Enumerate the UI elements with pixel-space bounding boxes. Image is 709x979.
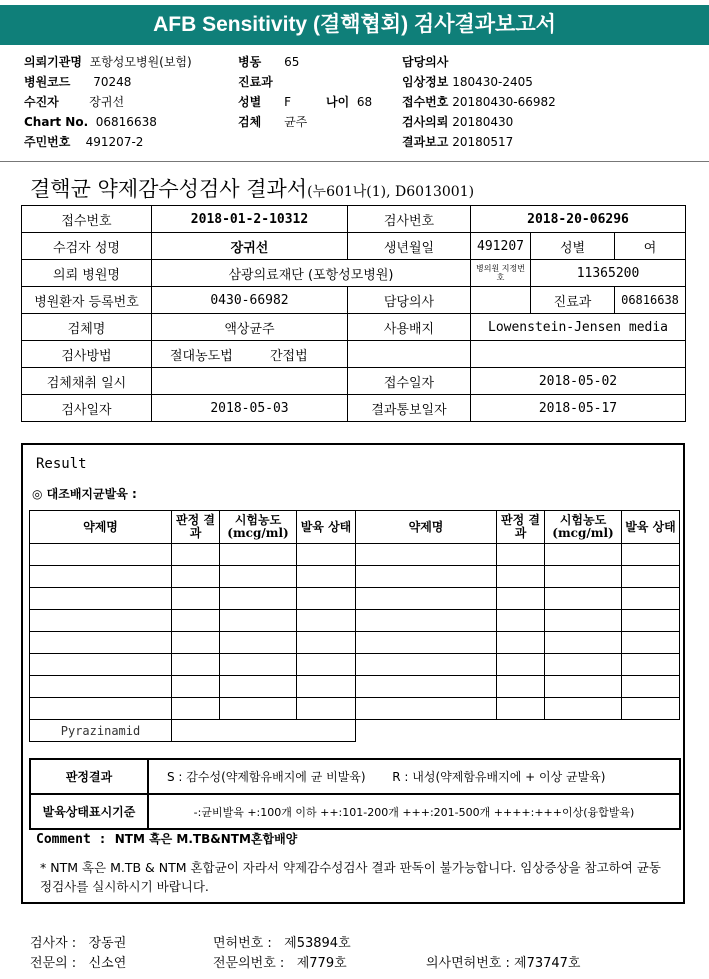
report-code: (누601나(1), D6013001) (307, 184, 475, 200)
table-row (22, 314, 686, 341)
report-banner: AFB Sensitivity (결핵협회) 검사결과보고서 (0, 5, 709, 45)
table-row (22, 341, 686, 368)
judgement-legend (148, 759, 680, 794)
empty-cell (348, 341, 471, 368)
cell-label: 의뢰 병원명 (22, 260, 152, 287)
doctor-license-number: 제73747호 (514, 956, 581, 971)
cell-label: 진료과 (531, 287, 615, 314)
field-value: 491207-2 (85, 135, 144, 149)
field-label: 의뢰기관명 (24, 55, 82, 69)
comment-line (36, 830, 297, 847)
birth-date: 491207 (471, 233, 531, 260)
table-row (30, 720, 680, 742)
cell-label: 병의원 지정번호 (471, 260, 531, 287)
age-label: 나이 (326, 95, 350, 109)
cell-label: 검사방법 (22, 341, 152, 368)
legend-susceptible: S : 감수성(약제함유배지에 균 비발육) (167, 770, 366, 784)
specimen-name: 액상균주 (152, 314, 348, 341)
cell-label: 검체채취 일시 (22, 368, 152, 395)
hospital-name: 삼광의료재단 (포항성모병원) (152, 260, 471, 287)
table-row (30, 759, 680, 794)
cell-label: 검사일자 (22, 395, 152, 422)
comment-text: * NTM 혹은 M.TB & NTM 혼합균이 자라서 약제감수성검사 결과 판독이 불가능합니다. 임상증상을 참고하여 균동정검사를 실시하시기 바랍니다. (40, 860, 661, 894)
specialist-number-label: 전문의번호 : (213, 956, 285, 971)
legend-resistant: R : 내성(약제함유배지에 + 이상 균발육) (392, 770, 606, 784)
license-number: 제53894호 (284, 936, 351, 951)
cell-label: 접수일자 (348, 368, 471, 395)
table-row (22, 260, 686, 287)
table-row (22, 368, 686, 395)
report-title-text: 결핵균 약제감수성검사 결과서 (30, 177, 308, 201)
specialist-number-field (213, 952, 347, 971)
table-row (30, 654, 680, 676)
field-value: F (284, 95, 291, 109)
age-value: 68 (356, 95, 373, 109)
receipt-number: 2018-01-2-10312 (152, 206, 348, 233)
cell-label: 결과통보일자 (348, 395, 471, 422)
doctor-license-field (426, 952, 581, 971)
drug-name: Pyrazinamid (30, 720, 172, 742)
result-date: 2018-05-17 (471, 395, 686, 422)
method-absolute: 절대농도법 (170, 348, 233, 364)
examiner-name: 장동권 (88, 936, 127, 951)
culture-medium: Lowenstein-Jensen media (471, 314, 686, 341)
receipt-date: 2018-05-02 (471, 368, 686, 395)
table-row (30, 588, 680, 610)
column-header: 발육 상태 (297, 511, 356, 544)
field-label: 접수번호 (402, 95, 449, 109)
field-label: 진료과 (238, 75, 273, 89)
field-label: 결과보고 (402, 135, 449, 149)
field-label: 성별 (238, 95, 262, 109)
specialist-name: 신소연 (88, 956, 127, 971)
signature-row-2 (30, 952, 126, 971)
header-col1 (24, 55, 192, 155)
legend-label: 판정결과 (30, 759, 148, 794)
empty-cell (471, 341, 686, 368)
field-value: 06816638 (95, 115, 157, 129)
cell-label: 생년월일 (348, 233, 471, 260)
table-row (22, 287, 686, 314)
field-value: 70248 (93, 75, 132, 89)
table-row (30, 566, 680, 588)
field-label: 병원코드 (24, 75, 71, 89)
field-value: 장귀선 (89, 95, 125, 109)
comment-title: NTM 혹은 M.TB&NTM혼합배양 (114, 832, 298, 846)
control-growth-label: ◎ 대조배지균발육 : (32, 487, 137, 501)
column-header: 판정 결과 (497, 511, 545, 544)
table-row (30, 698, 680, 720)
license-label: 면허번호 : (213, 936, 272, 951)
field-label: 수진자 (24, 95, 59, 109)
collection-date (152, 368, 348, 395)
field-value: 20180430 (452, 115, 514, 129)
result-heading: Result (36, 456, 87, 472)
cell-label: 성별 (531, 233, 615, 260)
column-header: 약제명 (30, 511, 172, 544)
field-label: 주민번호 (24, 135, 71, 149)
table-header-row (30, 511, 680, 544)
table-row (22, 206, 686, 233)
cell-label: 접수번호 (22, 206, 152, 233)
table-row (22, 395, 686, 422)
doctor-license-label: 의사면허번호 : (426, 956, 510, 971)
patient-name: 장귀선 (152, 233, 348, 260)
cell-label: 수검자 성명 (22, 233, 152, 260)
cell-label: 병원환자 등록번호 (22, 287, 152, 314)
header-divider (0, 161, 709, 162)
field-label: 검사의뢰 (402, 115, 449, 129)
department-value: 06816638 (615, 287, 686, 314)
header-col2 (238, 55, 307, 135)
column-header: 약제명 (356, 511, 497, 544)
table-row (30, 610, 680, 632)
column-header: 시험농도 (mcg/ml) (545, 511, 622, 544)
exam-date: 2018-05-03 (152, 395, 348, 422)
growth-legend: -:균비발육 +:100개 이하 ++:101-200개 +++:201-500개 ++++:+++이상(융합발육) (148, 794, 680, 829)
table-row (22, 233, 686, 260)
field-label: 병동 (238, 55, 262, 69)
specialist-label: 전문의 : (30, 956, 77, 971)
field-value: 균주 (284, 115, 308, 129)
patient-info-table (21, 205, 686, 422)
field-value: 180430-2405 (452, 75, 533, 89)
table-row (30, 544, 680, 566)
exam-number: 2018-20-06296 (471, 206, 686, 233)
specialist-number: 제779호 (296, 956, 347, 971)
cell-label: 담당의사 (348, 287, 471, 314)
field-value: 20180517 (452, 135, 514, 149)
method-indirect: 간접법 (270, 348, 308, 364)
doctor-value (471, 287, 531, 314)
test-method (152, 341, 348, 368)
field-value: 포항성모병원(보험) (89, 55, 192, 69)
column-header: 시험농도 (mcg/ml) (220, 511, 297, 544)
legend-label: 발육상태표시기준 (30, 794, 148, 829)
table-row (30, 632, 680, 654)
header-col3 (402, 55, 556, 155)
field-value: 20180430-66982 (452, 95, 556, 109)
comment-label: Comment : (36, 832, 107, 847)
cell-label: 검체명 (22, 314, 152, 341)
license-field (213, 932, 351, 951)
sex-value: 여 (615, 233, 686, 260)
column-header: 판정 결과 (172, 511, 220, 544)
table-row (30, 794, 680, 829)
age-field (326, 95, 372, 109)
cell-label: 검사번호 (348, 206, 471, 233)
legend-table (29, 758, 681, 830)
field-label: 담당의사 (402, 55, 449, 69)
registration-number: 0430-66982 (152, 287, 348, 314)
field-label: 검체 (238, 115, 262, 129)
signature-row-1 (30, 932, 126, 951)
field-label: Chart No. (24, 115, 89, 129)
field-label: 임상정보 (402, 75, 449, 89)
field-value: 65 (284, 55, 300, 69)
column-header: 발육 상태 (622, 511, 680, 544)
examiner-label: 검사자 : (30, 936, 77, 951)
hospital-code: 11365200 (531, 260, 686, 287)
table-row (30, 676, 680, 698)
report-title (30, 173, 474, 203)
drug-results-table (29, 510, 680, 742)
cell-label: 사용배지 (348, 314, 471, 341)
